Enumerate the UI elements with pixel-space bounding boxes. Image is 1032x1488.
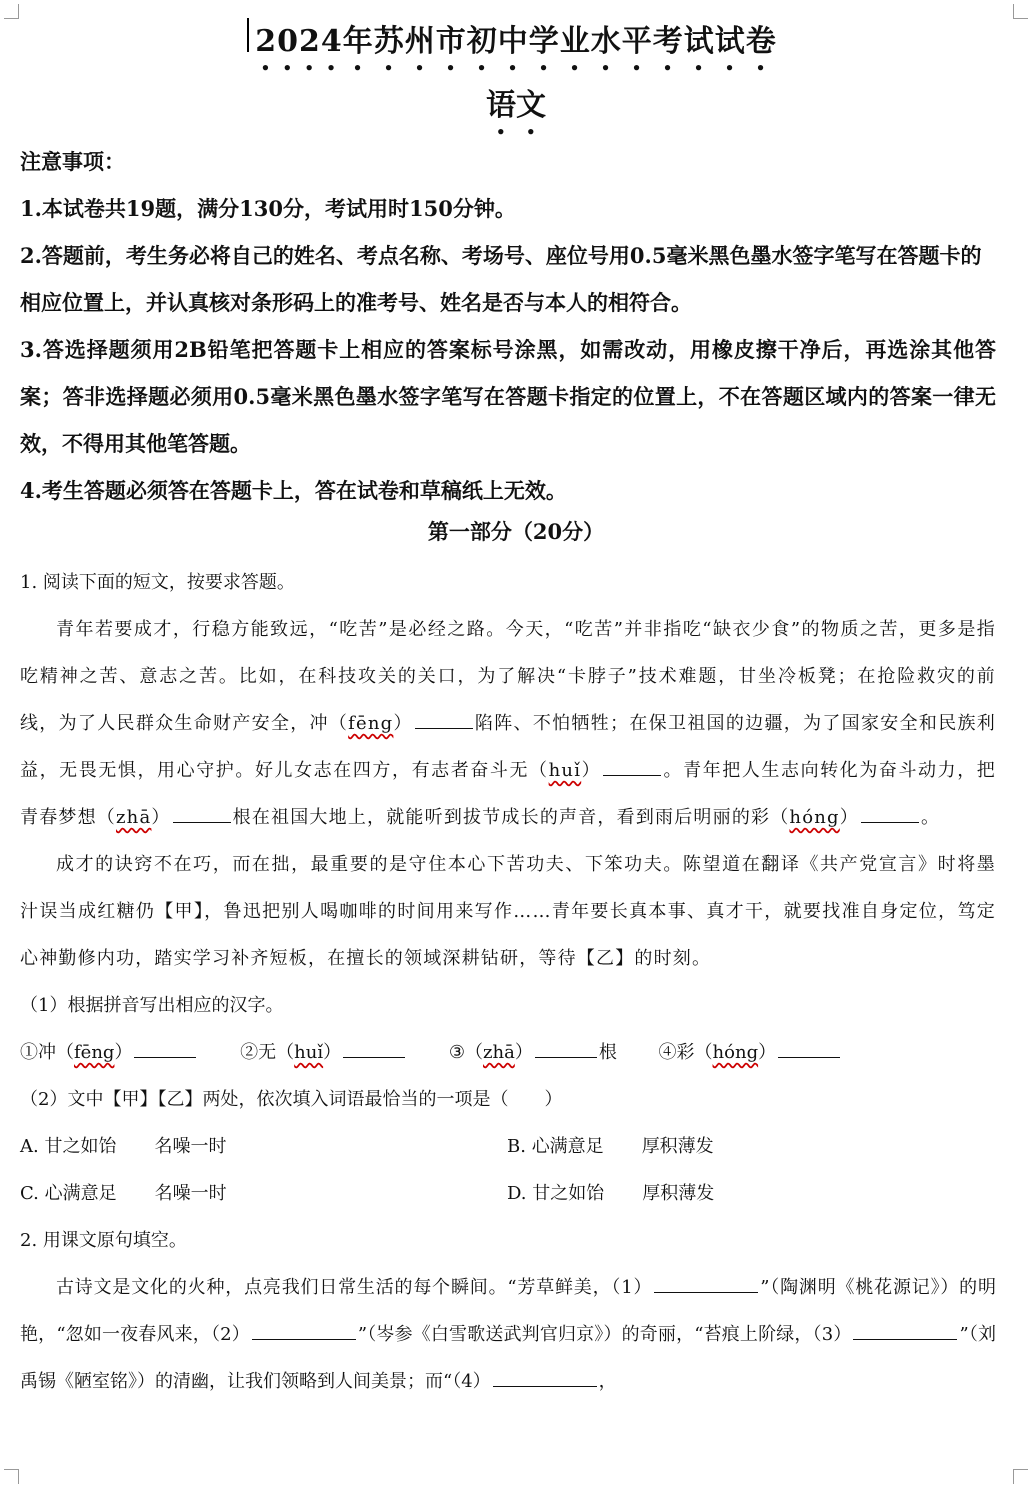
fill-item-1: ①冲（fēng）: [20, 1042, 198, 1063]
note-item-1: 1.本试卷共19题，满分130分，考试用时150分钟。: [20, 196, 516, 221]
fill-item-2: ②无（huǐ）: [240, 1042, 407, 1063]
exam-notes: [20, 138, 996, 514]
q1-passage-paragraph-2: 成才的诀窍不在巧，而在拙，最重要的是守住本心下苦功夫、下笨功夫。陈望道在翻译《共产党宣言》时将墨汁误当成红糖仍【甲】，鲁迅把别人喝咖啡的时间用来写作……青年要长真本事、真才干，就要找准自身定位，笃定心神勤修内功，踏实学习补齐短板，在擅长的领域深耕钻研，等待【乙】的时刻。: [20, 854, 996, 969]
q1-sub2-stem: （2）文中【甲】【乙】两处，依次填入词语最恰当的一项是（ ）: [20, 1089, 563, 1110]
answer-blank[interactable]: [493, 1367, 597, 1387]
pinyin: fēng: [348, 713, 394, 734]
exam-subject: 语文: [486, 88, 546, 123]
q2-stem: 2. 用课文原句填空。: [20, 1230, 187, 1251]
answer-blank[interactable]: [173, 803, 231, 823]
exam-title: 2024年苏州市初中学业水平考试试卷: [255, 24, 777, 59]
options-row-2: [20, 1170, 996, 1217]
answer-blank[interactable]: [415, 709, 473, 729]
notes-heading: 注意事项：: [20, 149, 125, 174]
section-title: 第一部分（20分）: [427, 519, 605, 544]
answer-blank[interactable]: [861, 803, 919, 823]
pinyin: zhā: [116, 807, 152, 828]
answer-blank[interactable]: [134, 1038, 196, 1058]
answer-blank[interactable]: [343, 1038, 405, 1058]
q1-passage-paragraph-1: 青年若要成才，行稳方能致远，“吃苦”是必经之路。今天，“吃苦”并非指吃“缺衣少食”的物质之苦，更多是指吃精神之苦、意志之苦。比如，在科技攻关的关口，为了解决“卡脖子”技术难题，甘坐冷板凳；在抢险救灾的前线，为了人民群众生命财产安全，冲（fēng） 陷阵、不怕牺牲；在保卫祖国的边疆，为了国家安全和民族利益，无畏无惧，用心守护。好儿女志在四方，有志者奋斗无（huǐ） 。青年把人生志向转化为奋斗动力，把青春梦想（zhā） 根在祖国大地上，就能听到拔节成长的声音，看到雨后明丽的彩（hóng） 。: [20, 619, 996, 828]
answer-blank[interactable]: [778, 1038, 840, 1058]
fill-item-3: ③（zhā） 根: [449, 1042, 617, 1063]
option-c[interactable]: C. 心满意足 名噪一时: [20, 1183, 227, 1204]
answer-blank[interactable]: [603, 756, 661, 776]
options-row-1: [20, 1123, 996, 1170]
q2-passage: 古诗文是文化的火种，点亮我们日常生活的每个瞬间。“芳草鲜美，（1） ”（陶渊明《桃花源记》）的明艳，“忽如一夜春风来，（2） ”（岑参《白雪歌送武判官归京》）的奇丽，“苔痕上阶绿，（3） ”（刘禹锡《陋室铭》）的清幽，让我们领略到人间美景；而“（4） ，: [20, 1264, 996, 1405]
corner-mark-bottom-right: [1013, 1469, 1028, 1484]
pinyin: hóng: [789, 807, 840, 828]
answer-blank[interactable]: [535, 1038, 597, 1058]
note-item-2: 2.答题前，考生务必将自己的姓名、考点名称、考场号、座位号用0.5毫米黑色墨水签字笔写在答题卡的相应位置上，并认真核对条形码上的准考号、姓名是否与本人的相符合。: [20, 243, 982, 315]
fill-item-4: ④彩（hóng）: [659, 1042, 843, 1063]
q1-sub1-stem: （1）根据拼音写出相应的汉字。: [20, 995, 284, 1016]
corner-mark-bottom-left: [4, 1469, 19, 1484]
answer-blank[interactable]: [252, 1320, 356, 1340]
q1-stem: 1. 阅读下面的短文，按要求答题。: [20, 572, 295, 593]
pinyin: huǐ: [548, 760, 582, 781]
note-item-4: 4.考生答题必须答在答题卡上，答在试卷和草稿纸上无效。: [20, 478, 567, 503]
option-a[interactable]: A. 甘之如饴 名噪一时: [20, 1136, 227, 1157]
option-d[interactable]: D. 甘之如饴 厚积薄发: [507, 1183, 715, 1204]
question-body: [20, 559, 996, 1405]
answer-blank[interactable]: [654, 1273, 758, 1293]
q1-sub1-items: [20, 1029, 996, 1076]
answer-blank[interactable]: [853, 1320, 957, 1340]
option-b[interactable]: B. 心满意足 厚积薄发: [507, 1136, 714, 1157]
note-item-3: 3.答选择题须用2B铅笔把答题卡上相应的答案标号涂黑，如需改动，用橡皮擦干净后，再选涂其他答案；答非选择题必须用0.5毫米黑色墨水签字笔写在答题卡指定的位置上，不在答题区域内的答案一律无效，不得用其他笔答题。: [20, 337, 996, 456]
